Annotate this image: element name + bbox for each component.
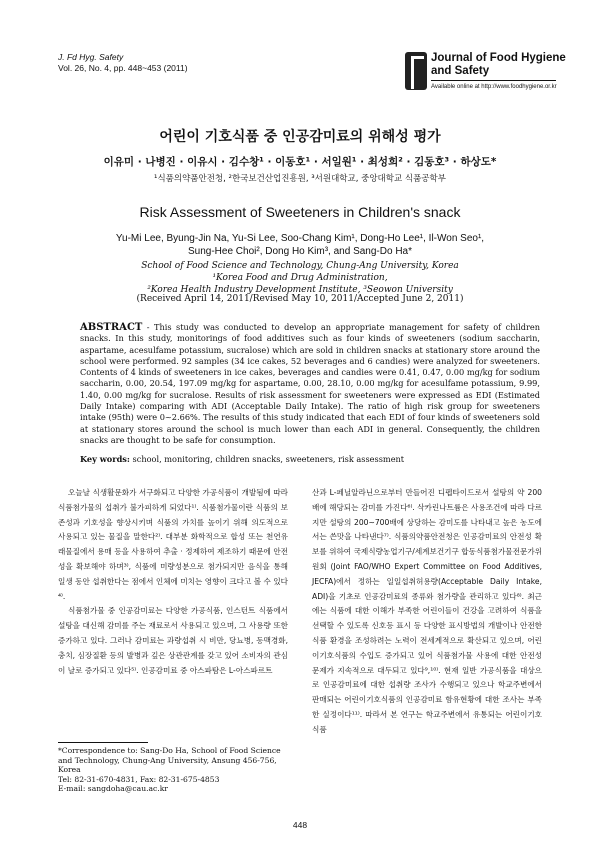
online-url[interactable]: Available online at http://www.foodhygiene.or.kr xyxy=(431,84,557,90)
authors-english-line2: Sung-Hee Choi², Dong Ho Kim³, and Sang-Do Ha* xyxy=(188,246,412,257)
abstract-text: - This study was conducted to develop an appropriate management for safety of children snacks. In this study, monitorings of food additives such as four kinds of sweeteners (sodium saccharin, aspartame, acesulfame potassium, sucralose) which are sold in children snacks at stationary store around the school were performed. 92 samples (34 ice cakes, 52 beverages and 6 candies) were analyzed for sweeteners. Contents of 4 kinds of sweeteners in ice cakes, beverages and candies were 0.41, 0.47, 0.00 mg/kg for sodium saccharin, 0.00, 20.54, 197.09 mg/kg for aspartame, 0.00, 28.10, 0.00 mg/kg for acesulfame potassium, 9.99, 1.40, 0.00 mg/kg for sucralose. Results of risk assessment for sweeteners were expressed as EDI (Estimated Daily Intake) comparing with ADI (Acceptable Daily Intake). The ratio of high risk group for sweeteners intake (95th) were 0~2.66%. The results of this study indicated that each EDI of four kinds of sweeteners sold at stationary stores around the school is much lower than each ADI in general. Consequently, the children snacks are thought to be safe for consumption. xyxy=(80,322,540,445)
affiliations-english xyxy=(0,260,600,296)
body-paragraph: 오늘날 식생활문화가 서구화되고 다양한 가공식품이 개발됨에 따라 식품첨가물의 섭취가 불가피하게 되었다¹⁾. 식품첨가물이란 식품의 보존성과 기호성을 향상시키며 식품의 가치를 높이기 위해 의도적으로 사용되고 있는 물질을 말한다²⁾. 대부분 화학적으로 합성 또는 천연유래물질에서 용매 등을 사용하여 추출 · 정제하여 제조하기 때문에 안전성을 확보해야 하며³⁾, 식품에 미량성분으로 첨가되지만 음식을 통해 일생 동안 섭취한다는 점에서 인체에 미치는 영향이 크다고 볼 수 있다⁴⁾. xyxy=(58,488,288,601)
keywords-text: school, monitoring, children snacks, sweeteners, risk assessment xyxy=(129,454,405,464)
authors-korean: 이유미 · 나병진 · 이유시 · 김수창¹ · 이동호¹ · 서일원¹ · 최성희² · 김동호³ · 하상도* xyxy=(103,156,497,168)
affiliation-english-line2: ¹Korea Food and Drug Administration, xyxy=(212,273,388,283)
page-number: 448 xyxy=(292,820,308,830)
authors-english xyxy=(0,232,600,258)
body-column-left xyxy=(58,486,288,678)
affiliation-english-line1: School of Food Science and Technology, Chung-Ang University, Korea xyxy=(141,261,459,271)
header-divider xyxy=(431,80,556,81)
volume-line: Vol. 26, No. 4, pp. 448~453 (2011) xyxy=(58,63,188,73)
abstract-label: ABSTRACT xyxy=(80,322,143,333)
footnote-line1: *Correspondence to: Sang-Do Ha, School of Food Science and Technology, Chung-Ang University, Ansung 456-756, Korea xyxy=(58,746,281,774)
affiliation-english-line3: ²Korea Health Industry Development Institute, ³Seowon University xyxy=(147,285,453,295)
footnote-line2: Tel: 82-31-670-4831, Fax: 82-31-675-4853 xyxy=(58,774,220,784)
keywords xyxy=(80,454,540,464)
title-english: Risk Assessment of Sweeteners in Children's snack xyxy=(139,204,461,220)
affiliations-korean: ¹식품의약품안전청, ²한국보건산업진흥원, ³서원대학교, 중앙대학교 식품공학부 xyxy=(154,174,446,184)
correspondence-footnote xyxy=(58,746,288,794)
received-dates: (Received April 14, 2011/Revised May 10, 2011/Accepted June 2, 2011) xyxy=(136,294,464,304)
journal-logo-icon xyxy=(405,52,427,90)
body-column-right xyxy=(312,486,542,738)
footnote-divider xyxy=(58,742,148,743)
journal-abbreviation: J. Fd Hyg. Safety xyxy=(58,52,124,62)
journal-title-line1: Journal of Food Hygiene xyxy=(431,52,566,64)
journal-citation xyxy=(58,52,188,74)
authors-english-line1: Yu-Mi Lee, Byung-Jin Na, Yu-Si Lee, Soo-Chang Kim¹, Dong-Ho Lee¹, Il-Won Seo¹, xyxy=(115,233,485,244)
abstract xyxy=(80,322,540,446)
body-paragraph: 산과 L-페닐알라닌으로부터 만들어진 디펩타이드로서 설탕의 약 200배에 해당되는 감미를 가진다⁶⁾. 삭카린나트륨은 사용조건에 따라 다르지만 설탕의 200~700배에 상당하는 감미도를 나타내고 높은 농도에서는 쓴맛을 나타낸다⁷⁾. 식품의약품안전청은 인공감미료의 안전성 확보를 위하여 국제식량농업기구/세계보건기구 합동식품첨가물전문가위원회 (Joint FAO/WHO Expert Committee on Food Additives, JECFA)에서 정하는 일일섭취허용량(Acceptable Daily Intake, ADI)을 기초로 인공감미료의 종류와 첨가량을 관리하고 있다⁸⁾. 최근에는 식품에 대한 이해가 부족한 어린이들이 건강을 고려하여 식품을 선택할 수 있도록 신호등 표시 등 다양한 표시방법의 개발이나 안전한 식품 환경을 조성하려는 노력이 전세계적으로 확산되고 있으며, 어린이기호식품의 수입도 증가되고 있어 식품첨가물 사용에 대한 안전성 문제가 지속적으로 대두되고 있다⁹,¹⁰⁾. 현재 일반 가공식품을 대상으로 인공감미료에 대한 섭취량 조사가 수행되고 있으나 학교주변에서 판매되는 어린이기호식품의 인공감미료 함유현황에 대한 조사는 부족한 실정이다¹¹⁾. 따라서 본 연구는 학교주변에서 유통되는 어린이기호식품 xyxy=(312,488,542,734)
title-korean: 어린이 기호식품 중 인공감미료의 위해성 평가 xyxy=(159,129,441,145)
journal-title-line2: and Safety xyxy=(431,65,490,77)
journal-title xyxy=(431,52,566,78)
body-paragraph: 식품첨가물 중 인공감미료는 다양한 가공식품, 인스턴트 식품에서 설탕을 대신해 감미를 주는 재료로서 사용되고 있으며, 그 사용량 또한 증가하고 있다. 그러나 감미료는 과량섭취 시 비만, 당뇨병, 동맥경화, 충치, 심장질환 등의 발병과 깊은 상관관계를 갖고 있어 소비자의 관심이 날로 증가되고 있다⁵⁾. 인공감미료 중 아스파탐은 L-아스파르트 xyxy=(58,606,288,675)
footnote-email[interactable]: E-mail: sangdoha@cau.ac.kr xyxy=(58,784,168,793)
keywords-label: Key words: xyxy=(80,454,130,464)
